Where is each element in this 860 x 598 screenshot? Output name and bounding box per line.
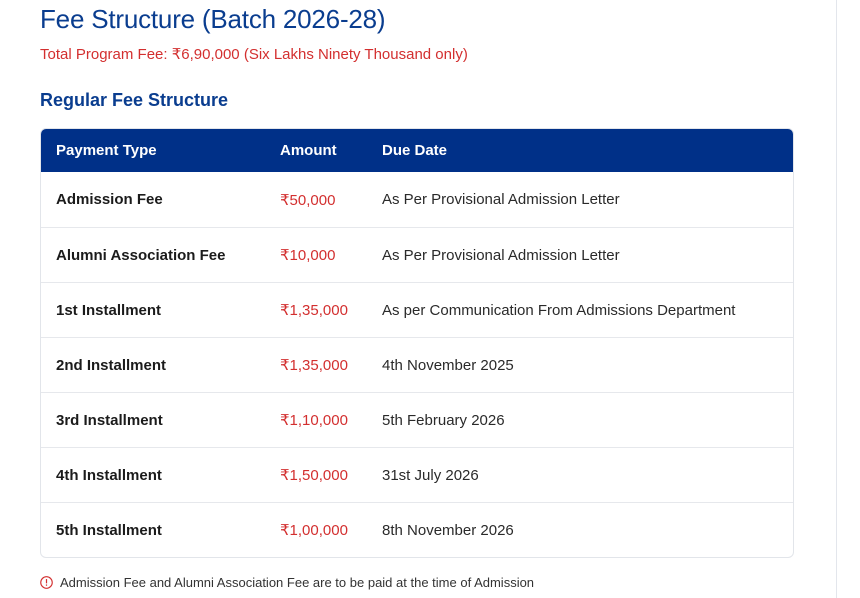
fee-table	[40, 128, 794, 558]
amount-cell: ₹50,000	[280, 191, 336, 209]
table-row	[41, 337, 793, 392]
column-header-due-date: Due Date	[382, 142, 448, 159]
due-date-cell: As per Communication From Admissions Department	[382, 301, 736, 319]
table-header	[41, 129, 793, 172]
payment-type-cell: Alumni Association Fee	[56, 246, 226, 264]
table-body	[41, 172, 793, 557]
table-row	[41, 172, 793, 227]
table-row	[41, 447, 793, 502]
amount-cell: ₹1,35,000	[280, 302, 348, 319]
section-title: Regular Fee Structure	[40, 90, 229, 110]
payment-type-cell: 3rd Installment	[56, 411, 163, 429]
page-title: Fee Structure (Batch 2026-28)	[40, 4, 386, 34]
note-text: Admission Fee and Alumni Association Fee are to be paid at the time of Admission	[60, 575, 535, 590]
table-row	[41, 282, 793, 337]
column-header-amount: Amount	[280, 142, 337, 159]
due-date-cell: As Per Provisional Admission Letter	[382, 246, 620, 264]
amount-cell: ₹1,35,000	[280, 357, 348, 374]
scroll-divider	[836, 0, 837, 598]
due-date-cell: 5th February 2026	[382, 411, 505, 429]
admission-note	[40, 575, 534, 590]
table-row	[41, 502, 793, 557]
due-date-cell: As Per Provisional Admission Letter	[382, 191, 620, 208]
payment-type-cell: 4th Installment	[56, 466, 162, 484]
payment-type-cell: 2nd Installment	[56, 356, 167, 374]
total-program-fee: Total Program Fee: ₹6,90,000 (Six Lakhs Ninety Thousand only)	[40, 46, 468, 63]
payment-type-cell: 1st Installment	[56, 301, 162, 319]
amount-cell: ₹1,50,000	[280, 467, 348, 484]
payment-type-cell: Admission Fee	[56, 191, 163, 208]
column-header-payment-type: Payment Type	[56, 142, 157, 159]
amount-cell: ₹1,10,000	[280, 412, 348, 429]
due-date-cell: 31st July 2026	[382, 466, 479, 484]
due-date-cell: 8th November 2026	[382, 521, 514, 539]
payment-type-cell: 5th Installment	[56, 521, 162, 539]
table-row	[41, 392, 793, 447]
amount-cell: ₹1,00,000	[280, 522, 348, 539]
amount-cell: ₹10,000	[280, 247, 336, 264]
due-date-cell: 4th November 2025	[382, 356, 514, 374]
table-row	[41, 227, 793, 282]
info-circle-icon	[40, 576, 53, 589]
